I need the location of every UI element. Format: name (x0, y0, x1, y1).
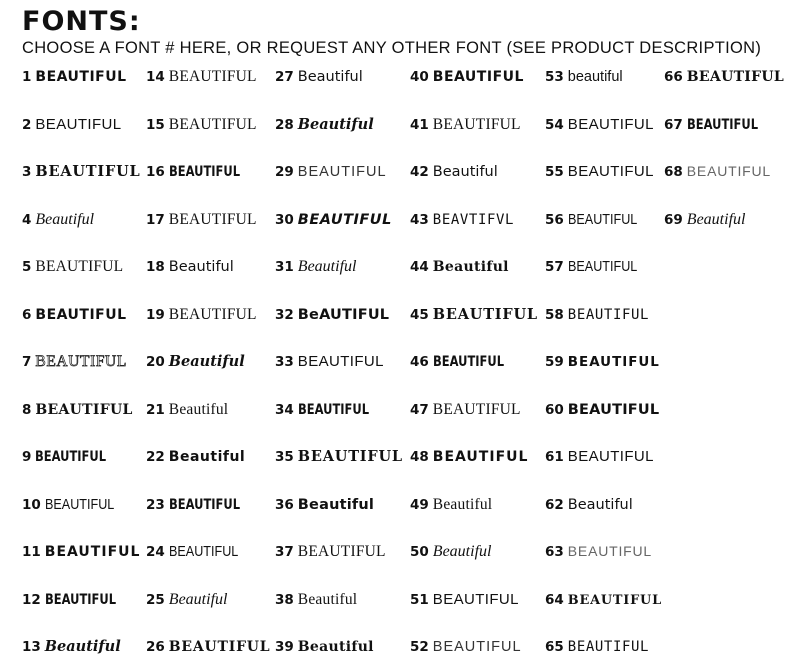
font-sample: BEAUTIFUL (567, 306, 650, 323)
font-number: 13 (22, 639, 41, 655)
font-option (410, 113, 521, 135)
font-sample: BEAUTIFUL (432, 354, 504, 370)
font-number: 14 (146, 69, 165, 85)
font-option (275, 160, 387, 182)
font-option (146, 588, 227, 610)
font-sample: BEAUTIFUL (44, 495, 115, 513)
font-number: 54 (545, 116, 564, 133)
font-sample: BEAUTIFUL (567, 639, 650, 655)
font-sample: BEAUTIFUL (168, 496, 240, 513)
font-option (146, 113, 257, 135)
font-sample: BEAUTIFUL (35, 401, 133, 418)
font-number: 38 (275, 591, 294, 608)
font-sample: BEAUTIFUL (567, 355, 660, 370)
font-sample: BEAUTIFUL (432, 305, 538, 323)
font-option (22, 445, 122, 467)
font-sample: BEAUTIFUL (297, 543, 386, 560)
font-option (410, 445, 528, 467)
font-number: 64 (545, 591, 564, 608)
font-sample: BEAUTIFUL (432, 639, 522, 655)
font-number: 60 (545, 401, 564, 418)
font-number: 4 (22, 211, 32, 228)
font-sample: BEAVTIFVL (432, 211, 515, 228)
font-sample: BEAUTIFUL (35, 163, 141, 180)
font-sample: BEAUTIFUL (432, 590, 519, 608)
font-number: 56 (545, 211, 564, 228)
font-number: 5 (22, 259, 32, 275)
font-number: 46 (410, 354, 429, 370)
font-number: 63 (545, 544, 564, 560)
font-option (275, 303, 389, 325)
font-sample: beautiful (567, 69, 623, 85)
font-sample: BEAUTIFUL (35, 69, 127, 85)
font-option (410, 493, 492, 515)
font-option (275, 255, 356, 277)
font-option (410, 588, 519, 610)
font-option (22, 303, 127, 325)
font-option (410, 398, 521, 420)
font-number: 26 (146, 639, 165, 655)
font-option (22, 350, 127, 372)
font-number: 41 (410, 116, 429, 133)
font-sample: BEAUTIFUL (168, 210, 257, 228)
font-option (146, 635, 270, 657)
font-option (545, 588, 662, 610)
font-number: 69 (664, 211, 683, 228)
font-option (146, 398, 228, 420)
font-number: 39 (275, 639, 294, 655)
font-number: 50 (410, 544, 429, 560)
font-sample: Beautiful (297, 115, 374, 133)
font-number: 59 (545, 354, 564, 370)
font-number: 18 (146, 259, 165, 275)
font-number: 20 (146, 354, 165, 370)
font-sample: Beautiful (35, 210, 95, 228)
font-option (22, 540, 140, 562)
font-sample: BEAUTIFUL (297, 353, 384, 370)
font-option (410, 350, 519, 372)
font-option (545, 398, 659, 420)
font-sample: BEAUTIFUL (567, 543, 653, 559)
font-sample: BEAUTIFUL (567, 592, 662, 608)
font-number: 35 (275, 449, 294, 465)
font-option (545, 208, 650, 230)
font-number: 47 (410, 401, 429, 418)
font-sample: BEAUTIFUL (432, 400, 521, 418)
font-option (22, 208, 94, 230)
font-sample: BEAUTIFUL (686, 116, 758, 133)
font-number: 66 (664, 69, 683, 85)
font-number: 3 (22, 164, 32, 180)
font-option (22, 160, 141, 182)
font-number: 19 (146, 306, 165, 323)
font-number: 45 (410, 306, 429, 323)
font-sample: BEAUTIFUL (567, 401, 660, 418)
page-title: FONTS: (22, 6, 141, 37)
font-option (410, 255, 509, 277)
font-number: 22 (146, 449, 165, 465)
font-number: 37 (275, 544, 294, 560)
font-option (275, 398, 384, 420)
font-sample: Beautiful (168, 259, 234, 275)
font-sample: Beautiful (432, 543, 492, 560)
font-sample: Beautiful (168, 449, 246, 465)
font-sample: BEAUTIFUL (35, 306, 127, 323)
font-number: 49 (410, 496, 429, 513)
font-sample: BEAUTIFUL (168, 543, 239, 560)
font-sample: Beautiful (686, 210, 746, 228)
page-subtitle: CHOOSE A FONT # HERE, OR REQUEST ANY OTHER FONT (SEE PRODUCT DESCRIPTION) (22, 39, 762, 57)
font-sample: BEAUTIFUL (35, 258, 124, 275)
font-number: 15 (146, 116, 165, 133)
font-sample: Beautiful (44, 638, 121, 655)
font-option (545, 65, 623, 87)
font-sample: BEAUTIFUL (432, 115, 521, 133)
font-option (146, 303, 257, 325)
font-sample: BEAUTIFUL (567, 210, 638, 228)
font-option (275, 635, 374, 657)
font-sample: BEAUTIFUL (44, 591, 116, 608)
font-number: 42 (410, 164, 429, 180)
font-option (146, 208, 257, 230)
font-number: 24 (146, 544, 165, 560)
font-number: 1 (22, 69, 32, 85)
font-sample: BEAUTIFUL (35, 115, 122, 133)
font-sample: Beautiful (297, 590, 358, 608)
font-option (545, 113, 654, 135)
font-option (275, 540, 386, 562)
font-option (22, 65, 127, 87)
font-number: 33 (275, 354, 294, 370)
font-option (22, 635, 121, 657)
font-option (664, 113, 773, 135)
font-option (275, 588, 357, 610)
font-number: 23 (146, 496, 165, 513)
font-sample: Beautiful (432, 495, 493, 513)
font-number: 8 (22, 401, 32, 418)
font-number: 21 (146, 401, 165, 418)
font-sample: Beautiful (297, 496, 375, 513)
font-sample: Beautiful (297, 69, 363, 85)
font-number: 65 (545, 639, 564, 655)
font-number: 61 (545, 449, 564, 465)
font-option (275, 208, 392, 230)
font-option (275, 113, 374, 135)
font-sample: Beautiful (168, 400, 229, 418)
font-number: 48 (410, 449, 429, 465)
font-option (146, 255, 234, 277)
font-sample: Beautiful (168, 353, 245, 370)
font-option (410, 208, 514, 230)
font-number: 51 (410, 591, 429, 608)
font-number: 52 (410, 639, 429, 655)
font-sample: BEAUTIFUL (567, 115, 654, 133)
font-option (545, 160, 654, 182)
font-number: 30 (275, 211, 294, 228)
font-sample: Beautiful (168, 590, 228, 608)
font-option (275, 493, 374, 515)
font-sample: BEAUTIFUL (567, 258, 638, 275)
font-sample: BEAUTIFUL (168, 639, 271, 655)
font-sample: BEAUTIFUL (35, 449, 107, 465)
font-number: 44 (410, 259, 429, 275)
font-sample: BEAUTIFUL (432, 69, 524, 85)
font-option (545, 255, 650, 277)
font-number: 36 (275, 496, 294, 513)
font-sample: BEAUTIFUL (168, 164, 240, 180)
font-number: 25 (146, 591, 165, 608)
font-number: 40 (410, 69, 429, 85)
font-option (146, 540, 251, 562)
font-number: 62 (545, 496, 564, 513)
font-option (146, 350, 245, 372)
font-number: 9 (22, 449, 32, 465)
font-option (664, 65, 784, 87)
font-option (22, 588, 131, 610)
font-sample: Beautiful (432, 164, 498, 180)
font-number: 34 (275, 401, 294, 418)
font-option (22, 398, 133, 420)
font-sample: BEAUTIFUL (686, 69, 785, 85)
font-sample: BEAUTIFUL (297, 164, 387, 180)
font-number: 43 (410, 211, 429, 228)
font-number: 68 (664, 164, 683, 180)
font-sample: BEAUTIFUL (168, 305, 257, 323)
font-option (22, 255, 123, 277)
font-option (410, 65, 524, 87)
font-number: 57 (545, 259, 564, 275)
font-option (545, 635, 649, 657)
font-sample: BEAUTIFUL (432, 449, 529, 465)
font-number: 27 (275, 69, 294, 85)
font-sample: BEAUTIFUL (567, 163, 654, 180)
font-option (146, 445, 245, 467)
font-option (545, 303, 649, 325)
font-number: 2 (22, 116, 32, 133)
font-option (545, 350, 660, 372)
font-sample: BEAUTIFUL (686, 163, 772, 179)
font-sample: Beautiful (297, 639, 374, 655)
font-option (664, 208, 745, 230)
font-number: 17 (146, 211, 165, 228)
font-option (275, 445, 403, 467)
font-sample: BEAUTIFUL (35, 353, 127, 370)
font-number: 28 (275, 116, 294, 133)
font-sample: BEAUTIFUL (297, 401, 369, 418)
font-number: 55 (545, 164, 564, 180)
font-option (410, 303, 538, 325)
font-option (275, 65, 363, 87)
font-sample: Beautiful (432, 259, 509, 275)
font-number: 58 (545, 306, 564, 323)
font-sample: BEAUTIFUL (297, 448, 403, 465)
font-sample: BEAUTIFUL (44, 544, 141, 560)
font-option (410, 540, 491, 562)
font-option (545, 540, 652, 562)
font-option (410, 635, 522, 657)
font-number: 16 (146, 164, 165, 180)
font-number: 7 (22, 354, 32, 370)
font-sample: BEAUTIFUL (168, 115, 257, 133)
font-sample: BEAUTIFUL (567, 448, 654, 465)
font-sample: BeAUTIFUL (297, 306, 390, 323)
font-number: 31 (275, 259, 294, 275)
font-number: 10 (22, 496, 41, 513)
font-number: 29 (275, 164, 294, 180)
font-number: 67 (664, 116, 683, 133)
font-number: 12 (22, 591, 41, 608)
font-number: 53 (545, 69, 564, 85)
font-number: 11 (22, 544, 41, 560)
font-option (146, 493, 255, 515)
font-option (545, 493, 633, 515)
font-number: 32 (275, 306, 294, 323)
font-option (22, 493, 127, 515)
font-option (275, 350, 384, 372)
font-sample: BEAUTIFUL (168, 68, 257, 85)
font-sample: Beautiful (297, 258, 357, 275)
font-number: 6 (22, 306, 32, 323)
font-option (545, 445, 654, 467)
font-option (146, 65, 257, 87)
font-option (146, 160, 255, 182)
font-option (664, 160, 771, 182)
font-option (22, 113, 122, 135)
font-sample: Beautiful (567, 496, 633, 513)
font-sample: BEAUTIFUL (297, 211, 392, 228)
font-option (410, 160, 498, 182)
